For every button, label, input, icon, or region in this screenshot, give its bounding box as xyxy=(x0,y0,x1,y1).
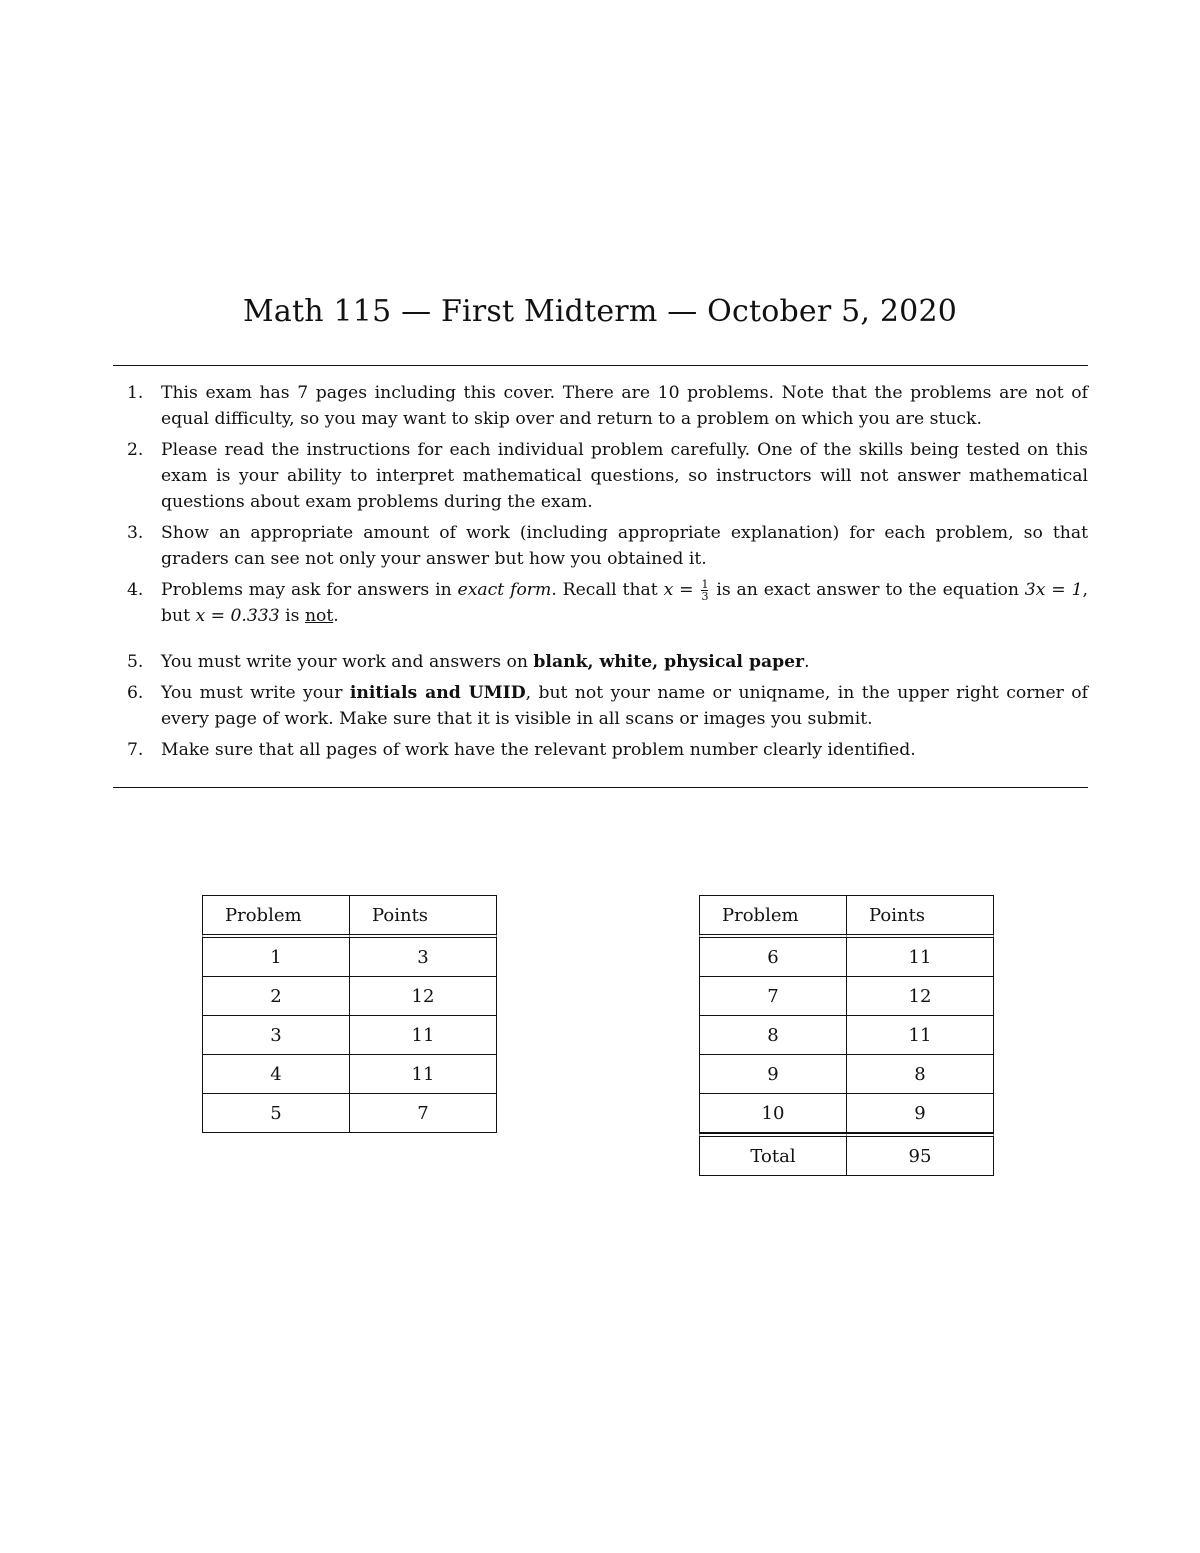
problem-cell: 2 xyxy=(202,977,350,1016)
instruction-text: Show an appropriate amount of work (including appropriate explanation) for each problem, so that graders can see not only your answer but how you obtained it. xyxy=(161,523,1088,569)
header-problem: Problem xyxy=(202,895,350,938)
instruction-number: 1. xyxy=(127,383,144,403)
problem-cell: 1 xyxy=(202,938,350,977)
instruction-text: You must write your initials and UMID, but not your name or uniqname, in the upper right corner of every page of work. Make sure that it is visible in all scans or images you submit. xyxy=(161,683,1088,729)
problem-cell: 3 xyxy=(202,1016,350,1055)
points-cell: 9 xyxy=(847,1094,994,1133)
total-value: 95 xyxy=(847,1133,994,1176)
points-cell: 11 xyxy=(350,1055,497,1094)
bold-paper-requirement: blank, white, physical paper xyxy=(533,652,805,672)
total-label: Total xyxy=(699,1133,847,1176)
table-header-row xyxy=(699,895,994,938)
problem-cell: 10 xyxy=(699,1094,847,1133)
table-row xyxy=(699,977,994,1016)
bold-initials-umid: initials and UMID xyxy=(349,683,526,703)
table-row xyxy=(699,1055,994,1094)
points-cell: 11 xyxy=(350,1016,497,1055)
instruction-text: You must write your work and answers on blank, white, physical paper. xyxy=(161,652,810,672)
instruction-text: This exam has 7 pages including this cover. There are 10 problems. Note that the problems are not of equal difficulty, so you may want to skip over and return to a problem on which you are stuck. xyxy=(161,383,1088,429)
instruction-item xyxy=(113,437,1088,515)
exam-title: Math 115 — First Midterm — October 5, 2020 xyxy=(242,294,958,329)
points-cell: 7 xyxy=(350,1094,497,1133)
instruction-item xyxy=(113,737,1088,763)
instruction-number: 4. xyxy=(127,580,144,600)
header-problem: Problem xyxy=(699,895,847,938)
table-row xyxy=(202,1016,497,1055)
instruction-number: 3. xyxy=(127,523,144,543)
problem-cell: 6 xyxy=(699,938,847,977)
instruction-text: Please read the instructions for each individual problem carefully. One of the skills being tested on this exam is your ability to interpret mathematical questions, so instructors will not answer mathematical questions about exam problems during the exam. xyxy=(161,440,1088,512)
points-cell: 11 xyxy=(847,1016,994,1055)
score-table-left xyxy=(202,895,497,1133)
table-row xyxy=(202,1055,497,1094)
exact-form-emphasis: exact form xyxy=(457,580,552,600)
instruction-item xyxy=(113,577,1088,629)
points-cell: 11 xyxy=(847,938,994,977)
table-row xyxy=(202,938,497,977)
instruction-number: 2. xyxy=(127,440,144,460)
table-row xyxy=(202,1094,497,1133)
instruction-text: Problems may ask for answers in exact form. Recall that x = $\frac{1}{3}$ is an exact answer to the equation 3x = 1, but x = 0.333 is not. xyxy=(161,578,1088,626)
points-cell: 8 xyxy=(847,1055,994,1094)
table-row xyxy=(699,938,994,977)
problem-cell: 4 xyxy=(202,1055,350,1094)
problem-cell: 8 xyxy=(699,1016,847,1055)
table-row xyxy=(202,977,497,1016)
header-points: Points xyxy=(350,895,497,938)
instruction-number: 5. xyxy=(127,652,144,672)
header-points: Points xyxy=(847,895,994,938)
table-row xyxy=(699,1094,994,1133)
instructions-list xyxy=(113,380,1088,768)
fraction: $\frac{1}{3}$ xyxy=(701,578,709,603)
equation: x = 0.333 xyxy=(195,606,280,626)
total-row xyxy=(699,1133,994,1176)
equation: 3x = 1 xyxy=(1024,580,1083,600)
instruction-item xyxy=(113,380,1088,432)
instruction-number: 7. xyxy=(127,740,144,760)
points-cell: 12 xyxy=(847,977,994,1016)
instruction-item xyxy=(113,680,1088,732)
problem-cell: 9 xyxy=(699,1055,847,1094)
instruction-text: Make sure that all pages of work have the relevant problem number clearly identified. xyxy=(161,740,916,760)
table-header-row xyxy=(202,895,497,938)
problem-cell: 7 xyxy=(699,977,847,1016)
bottom-rule xyxy=(113,787,1088,788)
top-rule xyxy=(113,365,1088,366)
problem-cell: 5 xyxy=(202,1094,350,1133)
underlined-not: not xyxy=(304,606,334,626)
instruction-item xyxy=(113,649,1088,675)
equation: x = xyxy=(663,580,694,600)
table-row xyxy=(699,1016,994,1055)
points-cell: 12 xyxy=(350,977,497,1016)
points-cell: 3 xyxy=(350,938,497,977)
score-table-right xyxy=(699,895,994,1176)
instruction-number: 6. xyxy=(127,683,144,703)
instruction-item xyxy=(113,520,1088,572)
